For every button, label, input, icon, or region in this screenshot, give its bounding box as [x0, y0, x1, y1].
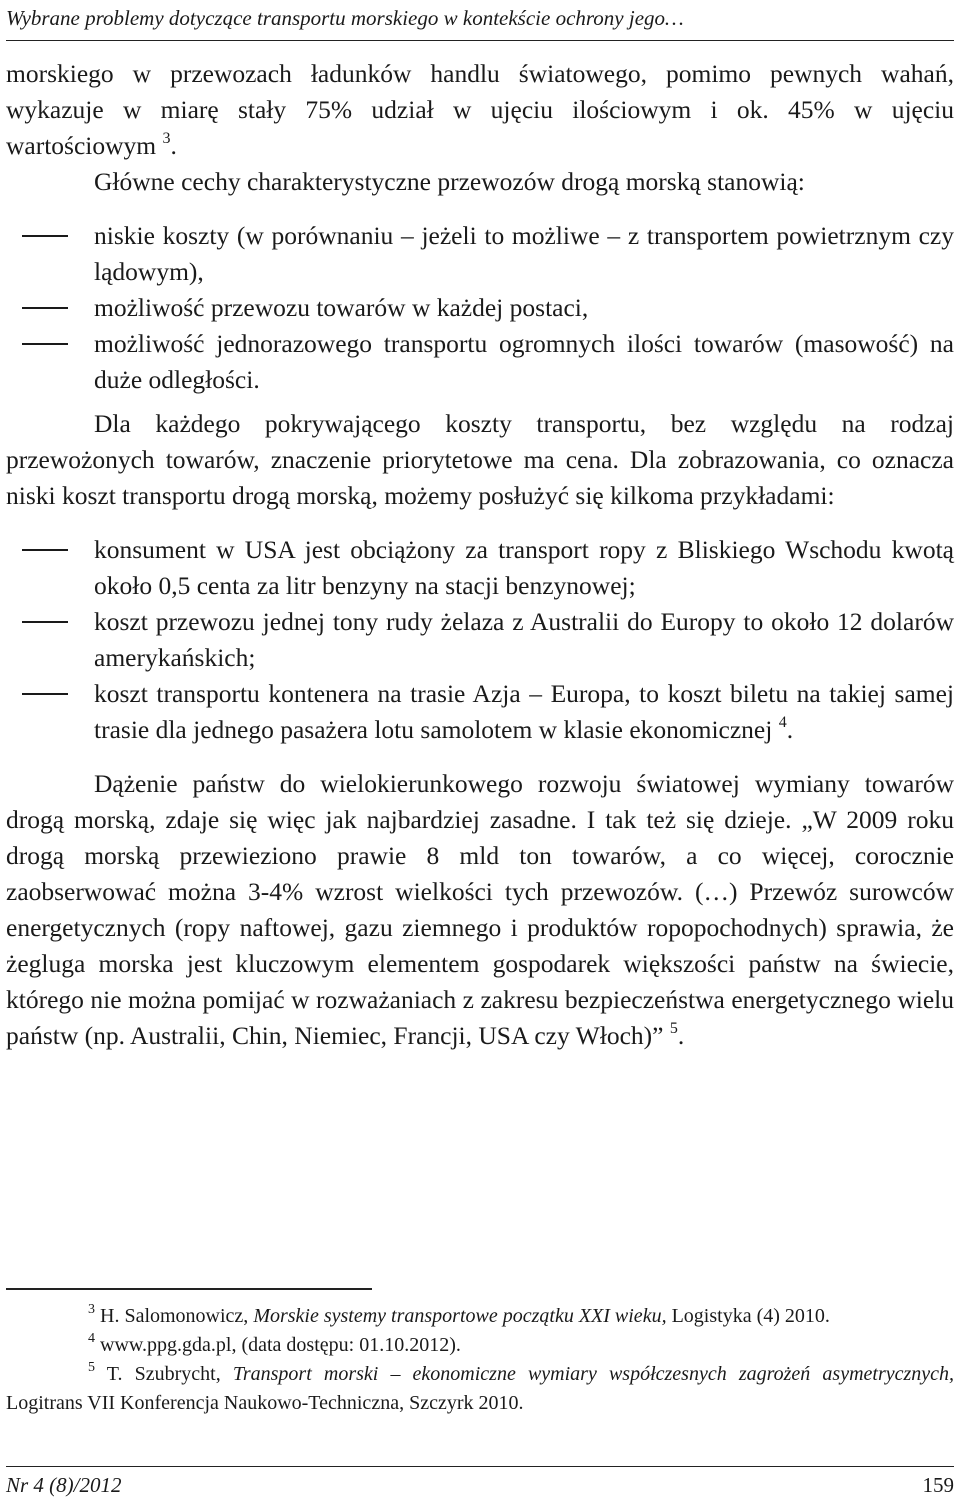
list-item: niskie koszty (w porównaniu – jeżeli to możliwe – z transportem powietrznym czy lądowym), — [6, 218, 954, 290]
page-footer — [6, 1466, 954, 1503]
main-text — [6, 56, 954, 1054]
page-number: 159 — [922, 1473, 954, 1497]
paragraph-features-intro: Główne cechy charakterystyczne przewozów drogą morską stanowią: — [94, 167, 805, 196]
list-item: konsument w USA jest obciążony za transport ropy z Bliskiego Wschodu kwotą około 0,5 centa za litr benzyny na stacji benzynowej; — [6, 532, 954, 604]
footnote-3: $^3$ H. Salomonowicz, Morskie systemy transportowe początku XXI wieku, Logistyka (4) 2010. — [88, 1302, 830, 1327]
paragraph-continued: morskiego w przewozach ładunków handlu światowego, pomimo pewnych wahań, wykazuje w miarę stały 75% udział w ujęciu ilościowym i ok. 45% w ujęciu wartościowym $^3$. — [6, 59, 954, 160]
footnote-separator — [6, 1288, 372, 1290]
journal-issue: Nr 4 (8)/2012 — [6, 1473, 122, 1497]
footnote-ref-4[interactable]: 4 — [778, 714, 787, 731]
footnote-ref-3[interactable]: 3 — [162, 130, 171, 147]
list-item: koszt przewozu jednej tony rudy żelaza z Australii do Europy to około 12 dolarów amerykańskich; — [6, 604, 954, 676]
footnote-ref-5[interactable]: 5 — [669, 1020, 678, 1037]
examples-list — [6, 532, 954, 748]
footnote-4: $^4$ www.ppg.gda.pl, (data dostępu: 01.10.2012). — [88, 1331, 461, 1356]
paragraph-trade: Dążenie państw do wielokierunkowego rozwoju światowej wymiany towarów drogą morską, zdaje się więc jak najbardziej zasadne. I tak też się dzieje. „W 2009 roku drogą morską przewieziono prawie 8 mld ton towarów, a co więcej, corocznie zaobserwować można 3-4% wzrost wielkości tych przewozów. (…) Przewóz surowców energetycznych (ropy naftowej, gazu ziemnego i produktów ropopochodnych) sprawia, że żegluga morska jest kluczowym elementem gospodarek większości państw na świecie, którego nie można pomijać w rozważaniach z zakresu bezpieczeństwa energetycznego wielu państw (np. Australii, Chin, Niemiec, Francji, USA czy Włoch)” $^5$. — [6, 769, 954, 1050]
running-header — [6, 0, 954, 41]
features-list — [6, 218, 954, 398]
paragraph-cost: Dla każdego pokrywającego koszty transportu, bez względu na rodzaj przewożonych towarów, znaczenie priorytetowe ma cena. Dla zobrazowania, co oznacza niski koszt transportu drogą morską, możemy posłużyć się kilkoma przykładami: — [6, 409, 954, 510]
list-item: możliwość jednorazowego transportu ogromnych ilości towarów (masowość) na duże odległości. — [6, 326, 954, 398]
running-title: Wybrane problemy dotyczące transportu morskiego w kontekście ochrony jego… — [6, 6, 684, 30]
footnotes — [6, 1302, 954, 1418]
list-item: koszt transportu kontenera na trasie Azja – Europa, to koszt biletu na takiej samej trasie dla jednego pasażera lotu samolotem w klasie ekonomicznej $^4$. — [6, 676, 954, 748]
list-item: możliwość przewozu towarów w każdej postaci, — [6, 290, 954, 326]
footnote-5: $^5$ T. Szubrycht, Transport morski – ekonomiczne wymiary współczesnych zagrożeń asymetrycznych, Logitrans VII Konferencja Naukowo-Techniczna, Szczyrk 2010. — [6, 1360, 955, 1414]
